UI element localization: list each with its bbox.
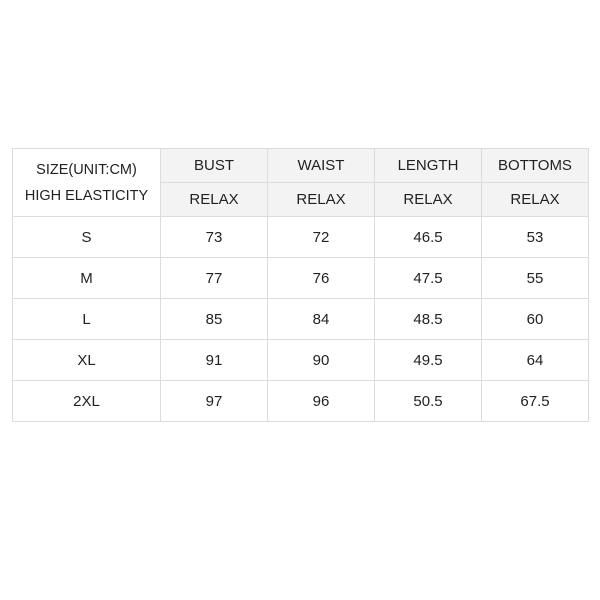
header-bottoms: BOTTOMS <box>482 149 589 183</box>
bottoms-cell: 67.5 <box>482 381 589 422</box>
table-row <box>13 217 589 258</box>
length-cell: 49.5 <box>375 340 482 381</box>
bottoms-cell: 60 <box>482 299 589 340</box>
elasticity-label: HIGH ELASTICITY <box>24 187 149 204</box>
table-row <box>13 381 589 422</box>
header-length: LENGTH <box>375 149 482 183</box>
subheader-bottoms: RELAX <box>482 183 589 217</box>
length-cell: 46.5 <box>375 217 482 258</box>
bust-cell: 85 <box>161 299 268 340</box>
size-unit-header-cell <box>13 149 161 217</box>
bust-cell: 97 <box>161 381 268 422</box>
waist-cell: 84 <box>268 299 375 340</box>
header-row <box>13 149 589 183</box>
bottoms-cell: 64 <box>482 340 589 381</box>
waist-cell: 72 <box>268 217 375 258</box>
length-cell: 47.5 <box>375 258 482 299</box>
size-cell: 2XL <box>13 381 161 422</box>
header-waist: WAIST <box>268 149 375 183</box>
header-bust: BUST <box>161 149 268 183</box>
bottoms-cell: 53 <box>482 217 589 258</box>
table-row <box>13 340 589 381</box>
waist-cell: 96 <box>268 381 375 422</box>
bust-cell: 73 <box>161 217 268 258</box>
size-cell: M <box>13 258 161 299</box>
size-cell: XL <box>13 340 161 381</box>
subheader-bust: RELAX <box>161 183 268 217</box>
length-cell: 50.5 <box>375 381 482 422</box>
subheader-waist: RELAX <box>268 183 375 217</box>
table-row <box>13 258 589 299</box>
size-cell: S <box>13 217 161 258</box>
table-row <box>13 299 589 340</box>
subheader-length: RELAX <box>375 183 482 217</box>
bottoms-cell: 55 <box>482 258 589 299</box>
waist-cell: 90 <box>268 340 375 381</box>
size-chart-table <box>12 148 589 422</box>
length-cell: 48.5 <box>375 299 482 340</box>
size-cell: L <box>13 299 161 340</box>
waist-cell: 76 <box>268 258 375 299</box>
bust-cell: 91 <box>161 340 268 381</box>
size-unit-label: SIZE(UNIT:CM) <box>36 161 137 178</box>
bust-cell: 77 <box>161 258 268 299</box>
